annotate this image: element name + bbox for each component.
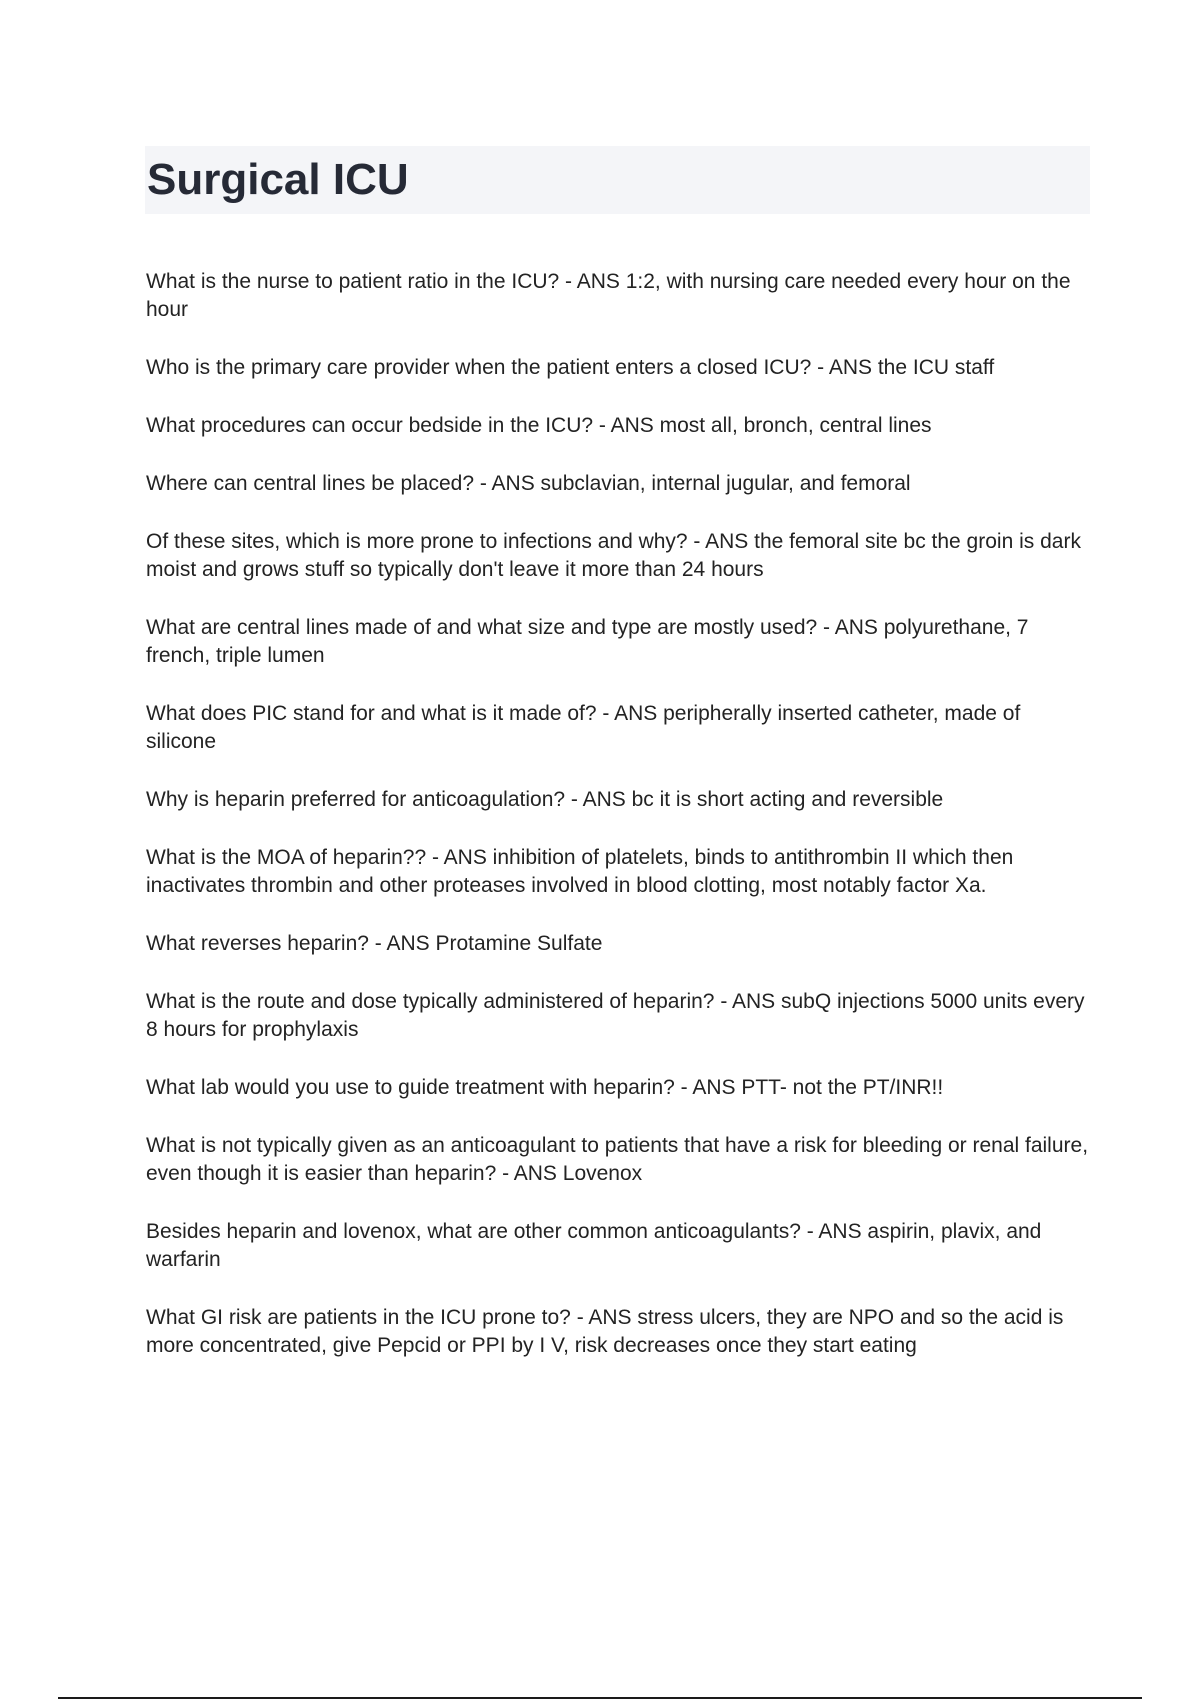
qa-item: What reverses heparin? - ANS Protamine Sulfate [146,932,603,955]
qa-item: What is the route and dose typically administered of heparin? - ANS subQ injections 5000 units every 8 hours for prophylaxis [146,990,1085,1041]
title-band [145,146,1090,214]
page-title: Surgical ICU [147,155,409,204]
qa-item: What GI risk are patients in the ICU prone to? - ANS stress ulcers, they are NPO and so the acid is more concentrated, give Pepcid or PPI by I V, risk decreases once they start eating [146,1306,1064,1357]
footer-divider [58,1697,1142,1699]
qa-item: What lab would you use to guide treatment with heparin? - ANS PTT- not the PT/INR!! [146,1076,944,1099]
qa-item: Besides heparin and lovenox, what are other common anticoagulants? - ANS aspirin, plavix, and warfarin [146,1220,1042,1271]
qa-item: What is not typically given as an anticoagulant to patients that have a risk for bleeding or renal failure, even though it is easier than heparin? - ANS Lovenox [146,1134,1089,1185]
qa-item: What procedures can occur bedside in the ICU? - ANS most all, bronch, central lines [146,414,932,437]
qa-item: What are central lines made of and what size and type are mostly used? - ANS polyurethane, 7 french, triple lumen [146,616,1029,667]
qa-item: Why is heparin preferred for anticoagulation? - ANS bc it is short acting and reversible [146,788,944,811]
qa-item: Of these sites, which is more prone to infections and why? - ANS the femoral site bc the groin is dark moist and grows stuff so typically don't leave it more than 24 hours [146,530,1081,581]
qa-list [146,268,1090,1390]
qa-item: Who is the primary care provider when the patient enters a closed ICU? - ANS the ICU staff [146,356,995,379]
qa-item: Where can central lines be placed? - ANS subclavian, internal jugular, and femoral [146,472,911,495]
qa-item: What is the nurse to patient ratio in the ICU? - ANS 1:2, with nursing care needed every hour on the hour [146,270,1071,321]
qa-item: What is the MOA of heparin?? - ANS inhibition of platelets, binds to antithrombin II which then inactivates thrombin and other proteases involved in blood clotting, most notably factor Xa. [146,846,1014,897]
qa-item: What does PIC stand for and what is it made of? - ANS peripherally inserted catheter, made of silicone [146,702,1021,753]
